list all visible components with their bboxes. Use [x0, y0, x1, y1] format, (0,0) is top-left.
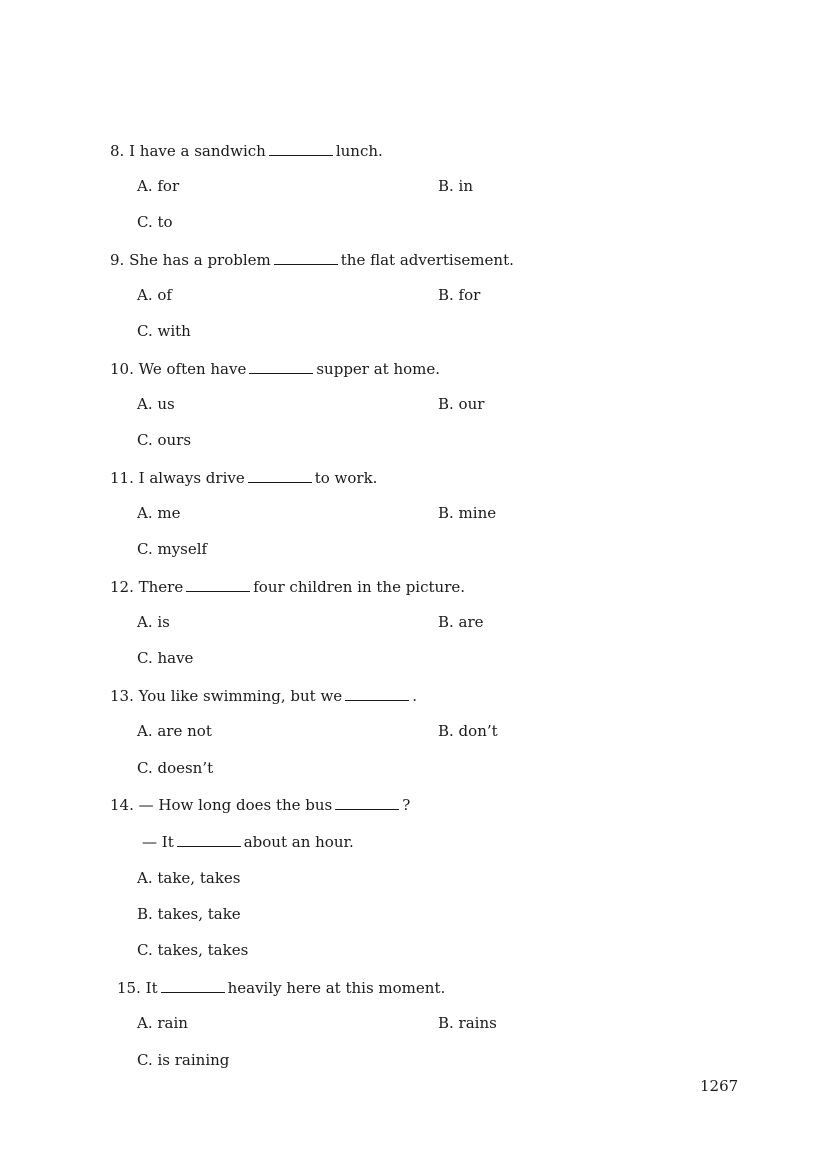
question-11-stem: 11. I always drive to work. — [110, 469, 378, 487]
question-8-option-a: A. for — [137, 177, 180, 195]
question-10-option-c: C. ours — [137, 431, 192, 449]
question-15-option-a: A. rain — [137, 1014, 188, 1032]
answer-blank — [249, 359, 313, 374]
question-15-option-b: B. rains — [438, 1014, 497, 1032]
question-14-option-b: B. takes, take — [137, 905, 241, 923]
question-14-stem-line-2: — It about an hour. — [142, 833, 354, 851]
question-12-stem: 12. There four children in the picture. — [110, 578, 466, 596]
answer-blank — [177, 832, 241, 847]
answer-blank — [274, 250, 338, 265]
answer-blank — [161, 978, 225, 993]
question-12-option-b: B. are — [438, 613, 484, 631]
answer-blank — [248, 468, 312, 483]
question-8-stem: 8. I have a sandwich lunch. — [110, 142, 383, 160]
question-13-option-a: A. are not — [137, 722, 212, 740]
question-13-option-b: B. don’t — [438, 722, 498, 740]
question-15-option-c: C. is raining — [137, 1051, 230, 1069]
question-12-option-a: A. is — [137, 613, 170, 631]
question-8-option-b: B. in — [438, 177, 474, 195]
question-14-stem: 14. — How long does the bus ? — [110, 796, 411, 814]
question-9-option-a: A. of — [137, 286, 172, 304]
question-14-option-a: A. take, takes — [137, 869, 241, 887]
question-9-option-c: C. with — [137, 322, 191, 340]
question-11-option-c: C. myself — [137, 540, 208, 558]
question-15-stem: 15. It heavily here at this moment. — [117, 979, 446, 997]
question-14-option-c: C. takes, takes — [137, 941, 249, 959]
question-11-option-a: A. me — [137, 504, 181, 522]
question-13-stem: 13. You like swimming, but we . — [110, 687, 417, 705]
answer-blank — [186, 577, 250, 592]
question-12-option-c: C. have — [137, 649, 194, 667]
page-number: 1267 — [700, 1077, 739, 1095]
question-10-stem: 10. We often have supper at home. — [110, 360, 441, 378]
answer-blank — [269, 141, 333, 156]
answer-blank — [345, 686, 409, 701]
question-9-stem: 9. She has a problem the flat advertisement. — [110, 251, 514, 269]
question-11-option-b: B. mine — [438, 504, 497, 522]
answer-blank — [335, 795, 399, 810]
question-10-option-b: B. our — [438, 395, 485, 413]
question-9-option-b: B. for — [438, 286, 481, 304]
question-13-option-c: C. doesn’t — [137, 759, 214, 777]
question-8-option-c: C. to — [137, 213, 173, 231]
question-10-option-a: A. us — [137, 395, 175, 413]
